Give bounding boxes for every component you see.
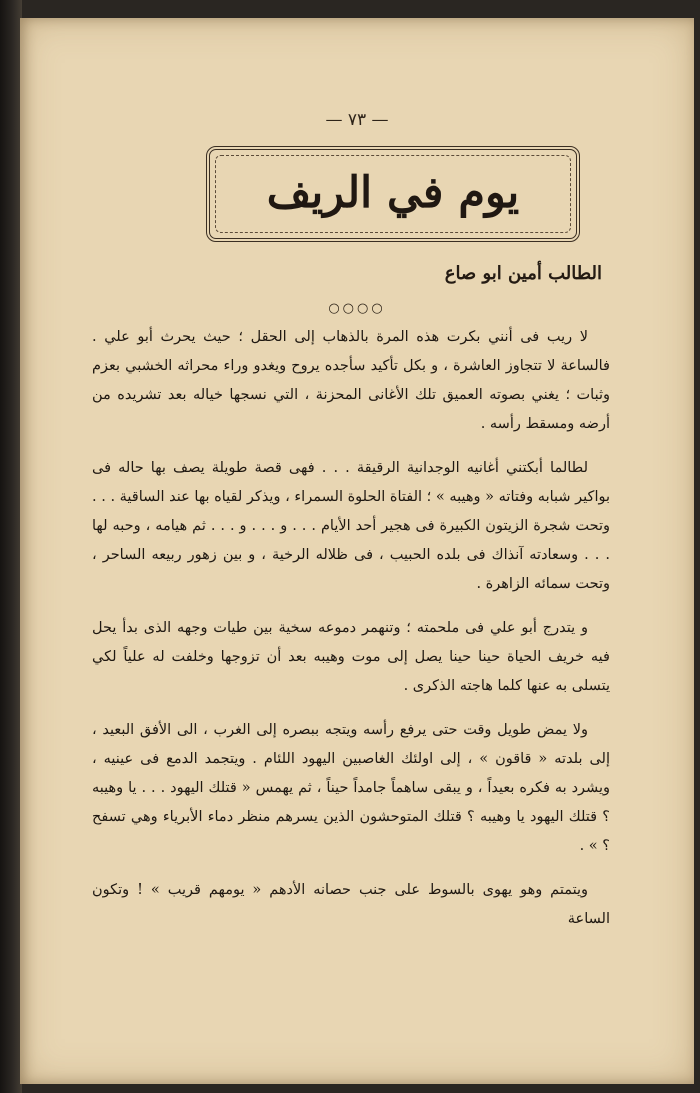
title-frame [206,146,580,242]
paragraph-5: ويتمتم وهو يهوى بالسوط على جنب حصانه الأدهم « يومهم قريب » ! وتكون الساعة [92,882,610,927]
paragraph-4: ولا يمض طويل وقت حتى يرفع رأسه ويتجه ببصره إلى الغرب ، الى الأفق البعيد ، إلى بلدته « قاقون » ، إلى اولئك الغاصبين اليهود اللئام . ويتجمد الدمع فى عينيه ، ويشرد به فكره بعيداً ، و يبقى ساهماً جامداً حيناً ، ثم يهمس « قتلك اليهود . . . يا وهيبه ؟ قتلك اليهود يا وهيبه ؟ قتلك المتوحشون الذين يسرهم منظر دماء الأبرياء وهي تسفح ؟ » . [92,722,610,854]
paragraph-2: لطالما أبكتني أغانيه الوجدانية الرقيقة . . . فهى قصة طويلة يصف بها حاله فى بواكير شبابه وفتاته « وهيبه » ؛ الفتاة الحلوة السمراء ، ويذكر لقياه بها عند الساقية . . . وتحت شجرة الزيتون الكبيرة فى هجير أحد الأيام . . . و . . . و . . . ثم هيامه ، وحبه لها . . . وسعادته آنذاك فى بلده الحبيب ، فى ظلاله الرخية ، و بين زهور ربيعه الساحر ، وتحت سمائه الزاهرة . [92,460,610,592]
page-title: يوم في الريف [266,168,520,218]
article-body [92,323,610,949]
paragraph-3: و يتدرج أبو علي فى ملحمته ؛ وتنهمر دموعه سخية بين طيات وجهه الذى بدأ يحل فيه خريف الحياة حينا حينا يصل إلى موت وهيبه بعد أن تزوجها وخلفت له علياً لكي يتسلى به عنها كلما هاجته الذكرى . [92,620,610,694]
author-line: الطالب أمين ابو صاع [444,263,602,284]
ornament-divider: ○○○○ [328,301,386,316]
book-binding-edge [0,0,22,1093]
page-number: — ٧٣ — [325,110,389,130]
paragraph-1: لا ريب فى أنني بكرت هذه المرة بالذهاب إلى الحقل ؛ حيث يحرث أبو علي . فالساعة لا تتجاوز العاشرة ، و بكل تأكيد سأجده يروح ويغدو وراء محراثه الخشبي بعزم وثبات ؛ يغني بصوته العميق تلك الأغانى المحزنة ، التي نسجها خياله بعد تشريده من أرضه ومسقط رأسه . [92,329,610,432]
book-page [20,18,694,1084]
